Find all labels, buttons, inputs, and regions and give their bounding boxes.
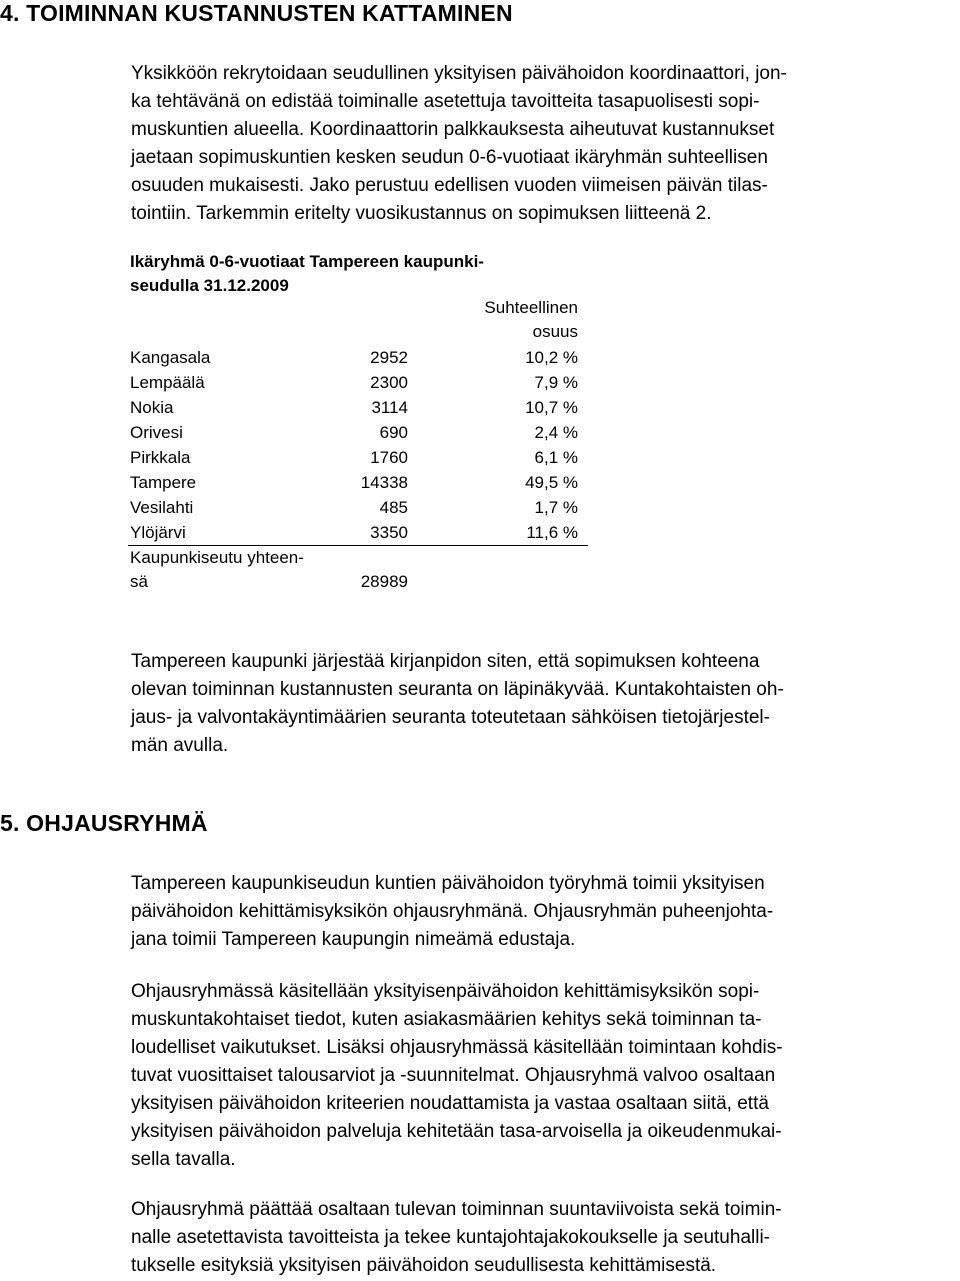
row-count: 690 [379,423,408,442]
row-share: 6,1 % [534,448,578,467]
row-share: 7,9 % [534,373,578,392]
text-line: Ohjausryhmässä käsitellään yksityisenpäivähoidon kehittämisyksikön sopi- [131,981,760,1002]
section-5-paragraph-3 [131,1196,946,1280]
row-count: 485 [379,498,408,517]
section-4-paragraph-1 [131,60,946,228]
text-line: tuvat vuosittaiset talousarviot ja -suunnitelmat. Ohjausryhmä valvoo osaltaan [131,1065,776,1086]
row-share: 49,5 % [525,473,578,492]
table-caption [130,250,484,298]
row-share: 2,4 % [534,423,578,442]
section-4-paragraph-2 [131,648,946,760]
row-name: Nokia [130,398,174,417]
row-name: Kangasala [130,348,211,367]
text-line: päivähoidon kehittämisyksikön ohjausryhmänä. Ohjausryhmän puheenjohta- [131,901,774,922]
row-count: 2952 [370,348,408,367]
text-line: tukselle esityksiä yksityisen päivähoidon seudullisesta kehittämisestä. [131,1255,717,1276]
row-name: Lempäälä [130,373,205,392]
text-line: Ohjausryhmä päättää osaltaan tulevan toiminnan suuntaviivoista sekä toimin- [131,1199,782,1220]
text-line: loudelliset vaikutukset. Lisäksi ohjausryhmässä käsitellään toimintaan kohdis- [131,1037,783,1058]
section-5-paragraph-2 [131,978,946,1174]
table-caption-line: seudulla 31.12.2009 [130,276,289,295]
row-count: 2300 [370,373,408,392]
text-line: osuuden mukaisesti. Jako perustuu edellisen vuoden viimeisen päivän tilas- [131,175,768,196]
text-line: tointiin. Tarkemmin eritelty vuosikustannus on sopimuksen liitteenä 2. [131,203,712,224]
text-line: ka tehtävänä on edistää toiminalle asetettuja tavoitteita tasapuolisesti sopi- [131,91,760,112]
row-count: 3114 [371,398,408,417]
row-count: 1760 [370,448,408,467]
total-label-line-2: sä [130,572,148,591]
row-name: Vesilahti [130,498,194,517]
row-count: 14338 [360,473,408,492]
text-line: Yksikköön rekrytoidaan seudullinen yksityisen päivähoidon koordinaattori, jon- [131,63,787,84]
row-name: Orivesi [130,423,183,442]
text-line: yksityisen päivähoidon palveluja kehitetään tasa-arvoisella ja oikeudenmukai- [131,1121,782,1142]
row-name: Tampere [130,473,197,492]
section-5-heading: 5. OHJAUSRYHMÄ [0,810,208,836]
text-line: jaetaan sopimuskuntien kesken seudun 0-6-vuotiaat ikäryhmän suhteellisen [131,147,768,168]
text-line: yksityisen päivähoidon kriteerien noudattamista ja vastaa osaltaan siitä, että [131,1093,769,1114]
row-share: 10,7 % [525,398,578,417]
text-line: muskuntakohtaiset tiedot, kuten asiakasmäärien kehitys sekä toiminnan ta- [131,1009,762,1030]
row-share: 11,6 % [526,523,578,542]
row-count: 3350 [370,523,408,542]
text-line: män avulla. [131,735,229,756]
row-name: Pirkkala [130,448,191,467]
text-line: Tampereen kaupunki järjestää kirjanpidon siten, että sopimuksen kohteena [131,651,760,672]
text-line: nalle asetettavista tavoitteista ja tekee kuntajohtajakokoukselle ja seutuhalli- [131,1227,770,1248]
text-line: muskuntien alueella. Koordinaattorin palkkauksesta aiheutuvat kustannukset [131,119,775,140]
section-5-paragraph-1 [131,870,946,954]
text-line: sella tavalla. [131,1149,236,1170]
table-header-share-line-1: Suhteellinen [484,298,578,317]
total-count: 28989 [360,572,408,591]
section-4-heading: 4. TOIMINNAN KUSTANNUSTEN KATTAMINEN [0,0,513,26]
row-name: Ylöjärvi [130,523,186,542]
total-label-line-1: Kaupunkiseutu yhteen- [130,548,304,567]
table-caption-line: Ikäryhmä 0-6-vuotiaat Tampereen kaupunki- [130,252,484,271]
text-line: jaus- ja valvontakäyntimäärien seuranta toteutetaan sähköisen tietojärjestel- [131,707,770,728]
text-line: jana toimii Tampereen kaupungin nimeämä edustaja. [131,929,576,950]
row-share: 10,2 % [525,348,578,367]
text-line: olevan toiminnan kustannusten seuranta on läpinäkyvää. Kuntakohtaisten oh- [131,679,784,700]
row-share: 1,7 % [534,498,578,517]
text-line: Tampereen kaupunkiseudun kuntien päivähoidon työryhmä toimii yksityisen [131,873,765,894]
table-header-share-line-2: osuus [532,322,578,341]
